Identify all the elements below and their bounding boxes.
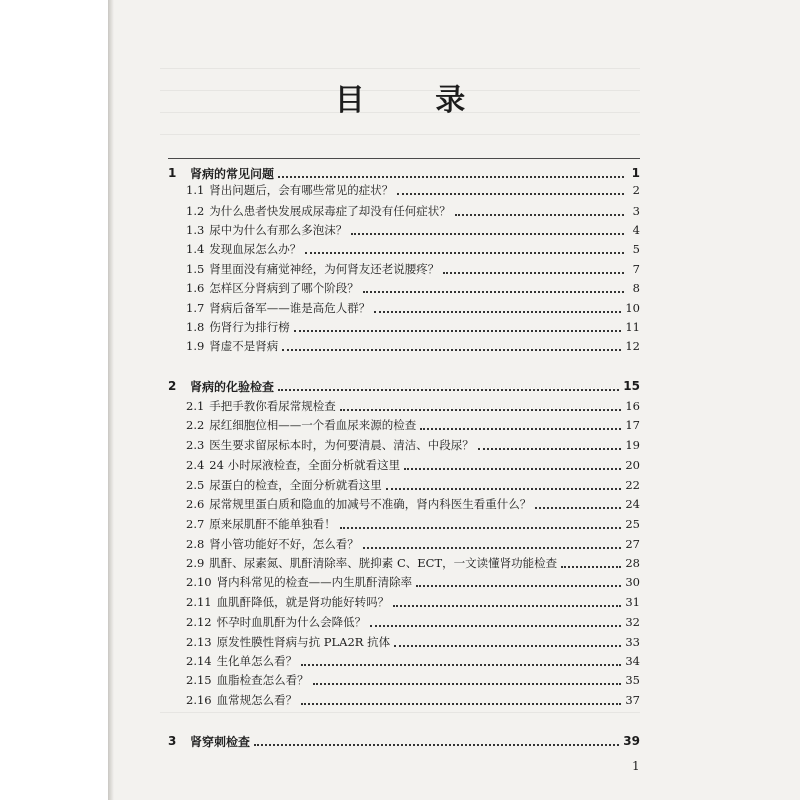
leader-dots [340, 408, 622, 411]
entry-number: 2.5 [186, 478, 205, 492]
page-spine-shadow [108, 0, 114, 800]
entry-number: 1.1 [186, 183, 205, 197]
leader-dots [374, 310, 621, 313]
entry-title: 伤肾行为排行榜 [209, 320, 290, 334]
toc-section[interactable] [168, 553, 640, 573]
entry-page: 37 [625, 693, 640, 707]
entry-page: 27 [625, 537, 640, 551]
entry-page: 34 [625, 654, 640, 668]
entry-title: 尿中为什么有那么多泡沫？ [209, 223, 348, 237]
entry-page: 31 [625, 595, 640, 609]
leader-dots [397, 192, 624, 195]
entry-page: 19 [625, 438, 640, 452]
entry-number: 2.1 [186, 399, 205, 413]
entry-number: 2.10 [186, 575, 212, 589]
entry-page: 28 [625, 556, 640, 570]
entry-number: 2.2 [186, 418, 205, 432]
entry-number: 1.9 [186, 339, 205, 353]
entry-number: 2.16 [186, 693, 212, 707]
toc-section[interactable] [168, 239, 640, 259]
leader-dots [535, 506, 621, 509]
leader-dots [478, 447, 622, 450]
entry-number: 2.14 [186, 654, 212, 668]
toc-section[interactable] [168, 670, 640, 690]
entry-title: 医生要求留尿标本时，为何要清晨、清洁、中段尿？ [209, 438, 474, 452]
entry-page: 22 [625, 478, 640, 492]
entry-number: 1.7 [186, 301, 205, 315]
entry-number: 1.3 [186, 223, 205, 237]
entry-title: 怀孕时血肌酐为什么会降低？ [216, 615, 367, 629]
entry-number: 2.13 [186, 635, 212, 649]
entry-title: 肾小管功能好不好，怎么看？ [209, 537, 359, 551]
entry-page: 17 [625, 418, 640, 432]
leader-dots [370, 624, 621, 627]
entry-title: 发现血尿怎么办？ [209, 242, 302, 256]
toc-section[interactable] [168, 396, 640, 416]
leader-dots [443, 271, 624, 274]
entry-title: 肾病的常见问题 [190, 166, 275, 181]
entry-page: 12 [625, 339, 640, 353]
toc-section[interactable] [168, 690, 640, 710]
leader-dots [416, 584, 621, 587]
entry-page: 15 [623, 379, 640, 393]
leader-dots [278, 388, 619, 391]
entry-page: 2 [632, 183, 640, 197]
bleed-through-line [160, 68, 640, 69]
leader-dots [561, 565, 621, 568]
leader-dots [404, 467, 621, 470]
entry-title: 血肌酐降低，就是肾功能好转吗？ [216, 595, 390, 609]
entry-title: 肌酐、尿素氮、肌酐清除率、胱抑素 C、ECT，一文读懂肾功能检查 [209, 556, 558, 570]
entry-page: 16 [625, 399, 640, 413]
entry-number: 1 [168, 166, 177, 180]
entry-page: 8 [632, 281, 640, 295]
entry-number: 2.15 [186, 673, 212, 687]
entry-page: 25 [625, 517, 640, 531]
entry-number: 1.4 [186, 242, 205, 256]
leader-dots [294, 329, 622, 332]
leader-dots [420, 427, 621, 430]
entry-number: 2.11 [186, 595, 212, 609]
entry-page: 39 [623, 734, 640, 748]
toc-section[interactable] [168, 220, 640, 240]
top-rule [168, 158, 640, 159]
entry-title: 怎样区分肾病到了哪个阶段？ [209, 281, 359, 295]
entry-title: 肾穿刺检查 [190, 734, 251, 749]
entry-title: 原来尿肌酐不能单独看！ [209, 517, 336, 531]
entry-number: 2.7 [186, 517, 205, 531]
toc-section[interactable] [168, 415, 640, 435]
leader-dots [301, 702, 621, 705]
entry-page: 32 [625, 615, 640, 629]
leader-dots [386, 487, 622, 490]
entry-title: 尿红细胞位相——一个看血尿来源的检查 [209, 418, 417, 432]
toc-section[interactable] [168, 201, 640, 221]
entry-title: 肾里面没有痛觉神经，为何肾友还老说腰疼？ [209, 262, 440, 276]
toc-section[interactable] [168, 514, 640, 534]
page-title: 目 录 [334, 83, 496, 118]
entry-page: 7 [632, 262, 640, 276]
entry-number: 2.4 [186, 458, 205, 472]
toc-section[interactable] [168, 435, 640, 455]
toc-section[interactable] [168, 534, 640, 554]
toc-section[interactable] [168, 494, 640, 514]
entry-number: 2.3 [186, 438, 205, 452]
entry-number: 1.2 [186, 204, 205, 218]
toc-section[interactable] [168, 632, 640, 652]
footer-page-number: 1 [632, 759, 640, 773]
entry-page: 4 [632, 223, 640, 237]
entry-title: 肾虚不是肾病 [209, 339, 279, 353]
entry-page: 1 [631, 166, 640, 180]
leader-dots [305, 251, 624, 254]
entry-number: 1.5 [186, 262, 205, 276]
toc-section[interactable] [168, 278, 640, 298]
leader-dots [301, 663, 621, 666]
entry-page: 35 [625, 673, 640, 687]
toc-section[interactable] [168, 592, 640, 612]
entry-title: 肾病的化验检查 [190, 379, 275, 394]
entry-number: 1.8 [186, 320, 205, 334]
bleed-through-line [160, 712, 640, 713]
leader-dots [313, 682, 622, 685]
entry-title: 为什么患者快发展成尿毒症了却没有任何症状？ [209, 204, 451, 218]
entry-title: 肾出问题后，会有哪些常见的症状？ [209, 183, 394, 197]
toc-section[interactable] [168, 259, 640, 279]
entry-number: 3 [168, 734, 177, 748]
leader-dots [340, 526, 622, 529]
toc-section[interactable] [168, 475, 640, 495]
entry-title: 24 小时尿液检查，全面分析就看这里 [209, 458, 401, 472]
toc-chapter-2[interactable] [168, 376, 640, 396]
leader-dots [363, 546, 622, 549]
entry-title: 生化单怎么看？ [216, 654, 298, 668]
entry-number: 1.6 [186, 281, 205, 295]
entry-number: 2.8 [186, 537, 205, 551]
entry-page: 5 [632, 242, 640, 256]
bleed-through-line [160, 134, 640, 135]
entry-title: 肾内科常见的检查——内生肌酐清除率 [216, 575, 413, 589]
entry-number: 2.12 [186, 615, 212, 629]
toc-section[interactable] [168, 572, 640, 592]
entry-number: 2 [168, 379, 177, 393]
entry-page: 3 [632, 204, 640, 218]
leader-dots [394, 644, 621, 647]
toc-section[interactable] [168, 317, 640, 337]
entry-page: 24 [625, 497, 640, 511]
entry-title: 血常规怎么看？ [216, 693, 298, 707]
entry-page: 20 [625, 458, 640, 472]
entry-page: 30 [625, 575, 640, 589]
leader-dots [363, 290, 624, 293]
toc-section[interactable] [168, 180, 640, 200]
entry-page: 10 [625, 301, 640, 315]
entry-title: 手把手教你看尿常规检查 [209, 399, 336, 413]
entry-page: 11 [625, 320, 640, 334]
entry-title: 肾病后备军——谁是高危人群？ [209, 301, 371, 315]
leader-dots [351, 232, 624, 235]
toc-section[interactable] [168, 298, 640, 318]
entry-title: 尿蛋白的检查，全面分析就看这里 [209, 478, 382, 492]
toc-section[interactable] [168, 455, 640, 475]
entry-title: 尿常规里蛋白质和隐血的加减号不准确，肾内科医生看重什么？ [209, 497, 532, 511]
entry-number: 2.6 [186, 497, 205, 511]
entry-title: 原发性膜性肾病与抗 PLA2R 抗体 [216, 635, 391, 649]
leader-dots [455, 213, 624, 216]
toc-section[interactable] [168, 651, 640, 671]
leader-dots [282, 348, 621, 351]
toc-chapter-3[interactable] [168, 731, 640, 751]
leader-dots [254, 743, 619, 746]
toc-section[interactable] [168, 336, 640, 356]
entry-number: 2.9 [186, 556, 205, 570]
toc-section[interactable] [168, 612, 640, 632]
entry-page: 33 [625, 635, 640, 649]
entry-title: 血脂检查怎么看？ [216, 673, 309, 687]
leader-dots [393, 604, 621, 607]
leader-dots [278, 175, 624, 178]
